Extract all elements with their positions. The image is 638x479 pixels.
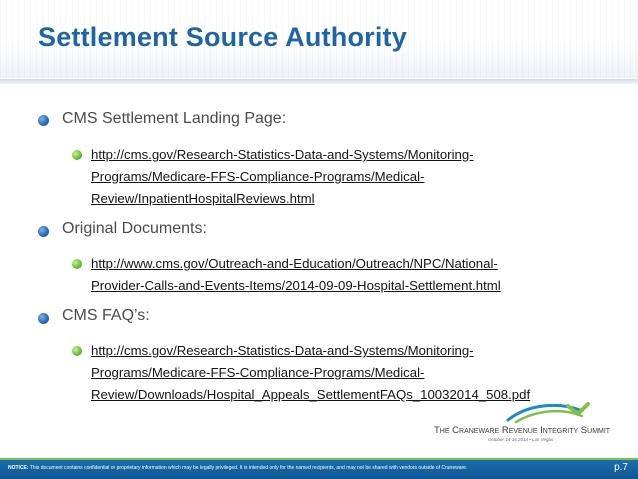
summit-date: October 14-16 2014 • Las Vegas — [488, 437, 554, 442]
sub-bullet-icon — [72, 150, 82, 160]
footer-accent-line — [0, 458, 638, 460]
page-number: p.7 — [614, 462, 628, 473]
bullet-icon — [38, 313, 49, 324]
link-cms-faqs-line-1[interactable]: http://cms.gov/Research-Statistics-Data-and-Systems/Monitoring- — [91, 343, 474, 358]
sub-bullet-icon — [72, 346, 82, 356]
section-label-cms-faqs: CMS FAQ’s: — [62, 307, 150, 324]
section-label-original-documents: Original Documents: — [62, 220, 207, 237]
link-landing-page-line-3[interactable]: Review/InpatientHospitalReviews.html — [91, 191, 315, 206]
bullet-icon — [38, 115, 49, 126]
sub-bullet-icon — [72, 259, 82, 269]
summit-name: The Craneware Revenue Integrity Summit — [434, 425, 611, 436]
summit-swoosh-icon — [430, 402, 630, 426]
link-original-documents-line-1[interactable]: http://www.cms.gov/Outreach-and-Education/Outreach/NPC/National- — [91, 256, 498, 271]
notice-text: This document contains confidential or proprietary information which may be legally privileged. It is intended only for the named recipients, and may not be shared with vendors outside of Craneware. — [29, 465, 468, 471]
section-label-landing-page: CMS Settlement Landing Page: — [62, 110, 287, 127]
header-divider — [0, 79, 638, 84]
notice-label: NOTICE: — [8, 465, 29, 471]
summit-logo — [430, 402, 630, 442]
link-cms-faqs-line-2[interactable]: Programs/Medicare-FFS-Compliance-Programs/Medical- — [91, 365, 425, 380]
confidentiality-notice — [8, 465, 467, 471]
link-cms-faqs-line-3[interactable]: Review/Downloads/Hospital_Appeals_SettlementFAQs_10032014_508.pdf — [91, 387, 531, 402]
slide-title: Settlement Source Authority — [38, 22, 407, 52]
bullet-icon — [38, 226, 49, 237]
link-landing-page-line-2[interactable]: Programs/Medicare-FFS-Compliance-Programs/Medical- — [91, 169, 425, 184]
link-landing-page-line-1[interactable]: http://cms.gov/Research-Statistics-Data-and-Systems/Monitoring- — [91, 147, 474, 162]
link-original-documents-line-2[interactable]: Provider-Calls-and-Events-Items/2014-09-09-Hospital-Settlement.html — [91, 278, 501, 293]
